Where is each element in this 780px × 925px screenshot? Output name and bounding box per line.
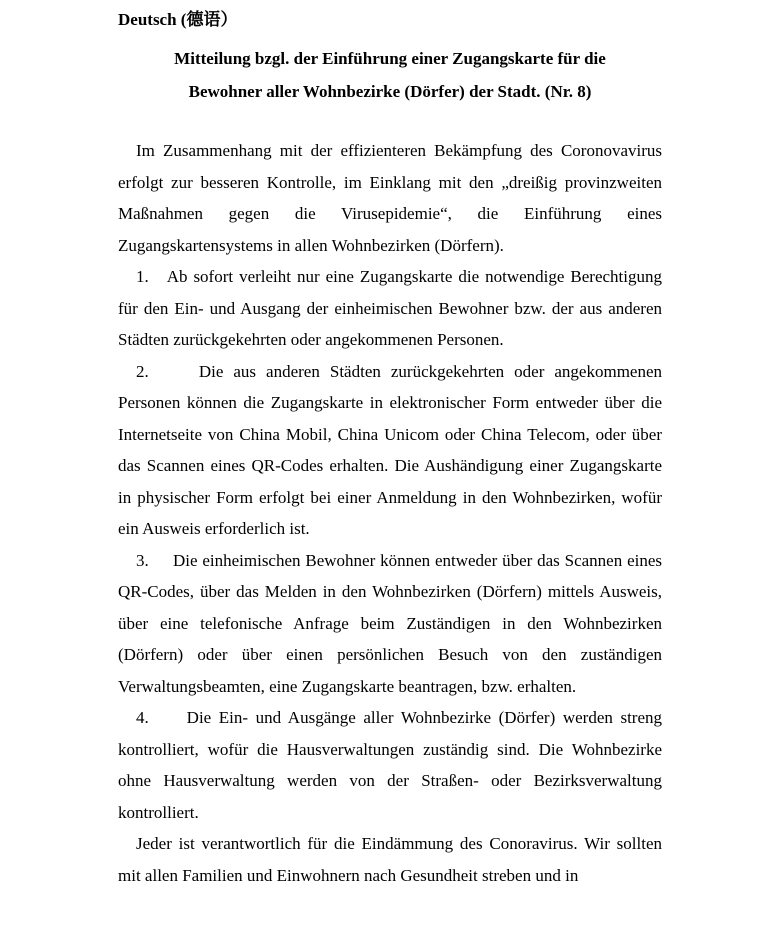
list-item-number: 2. xyxy=(136,361,149,381)
list-item-text: Die einheimischen Bewohner können entweder über das Scannen eines QR-Codes, über das Melden in den Wohnbezirken (Dörfern) mittels Ausweis, über eine telefonische Anfrage beim Zuständigen in den Wohnbezirken (Dörfern) oder über einen persönlichen Besuch von den zuständigen Verwaltungsbeamten, eine Zugangskarte beantragen, bzw. erhalten. xyxy=(118,550,662,696)
list-item-text: Die aus anderen Städten zurückgekehrten oder angekommenen Personen können die Zugangskarte in elektronischer Form entweder über die Internetseite von China Mobil, China Unicom oder China Telecom, oder über das Scannen eines QR-Codes erhalten. Die Aushändigung einer Zugangskarte in physischer Form erfolgt bei einer Anmeldung in den Wohnbezirken, wofür ein Ausweis erforderlich ist. xyxy=(118,361,663,538)
title-line-1: Mitteilung bzgl. der Einführung einer Zugangskarte für die xyxy=(174,49,606,68)
list-item-text: Die Ein- und Ausgänge aller Wohnbezirke (Dörfer) werden streng kontrolliert, wofür die Hausverwaltungen zuständig sind. Die Wohnbezirke ohne Hausverwaltung werden von der Straßen- oder Bezirksverwaltung kontrolliert. xyxy=(118,708,662,822)
closing-paragraph: Jeder ist verantwortlich für die Eindämmung des Conoravirus. Wir sollten mit allen Familien und Einwohnern nach Gesundheit streben und in xyxy=(118,834,662,885)
list-item-2 xyxy=(118,356,662,545)
language-label: Deutsch (德语） xyxy=(118,10,238,29)
document-title xyxy=(118,42,662,108)
document-page xyxy=(118,6,662,891)
list-item-number: 3. xyxy=(136,550,149,570)
list-item-3 xyxy=(118,545,662,703)
list-item-number: 4. xyxy=(136,708,149,727)
list-item-1 xyxy=(118,261,662,356)
list-item-text: Ab sofort verleiht nur eine Zugangskarte die notwendige Berechtigung für den Ein- und Ausgang der einheimischen Bewohner bzw. der aus anderen Städten zurückgekehrten oder angekommenen Personen. xyxy=(118,267,663,349)
document-body xyxy=(118,135,662,891)
intro-paragraph: Im Zusammenhang mit der effizienteren Bekämpfung des Coronovavirus erfolgt zur besseren Kontrolle, im Einklang mit den „dreißig provinzweiten Maßnahmen gegen die Virusepidemie“, die Einführung eines Zugangskartensystems in allen Wohnbezirken (Dörfern). xyxy=(118,141,662,255)
title-line-2: Bewohner aller Wohnbezirke (Dörfer) der Stadt. (Nr. 8) xyxy=(188,82,592,101)
list-item-4 xyxy=(118,702,662,828)
list-item-number: 1. xyxy=(136,267,149,286)
